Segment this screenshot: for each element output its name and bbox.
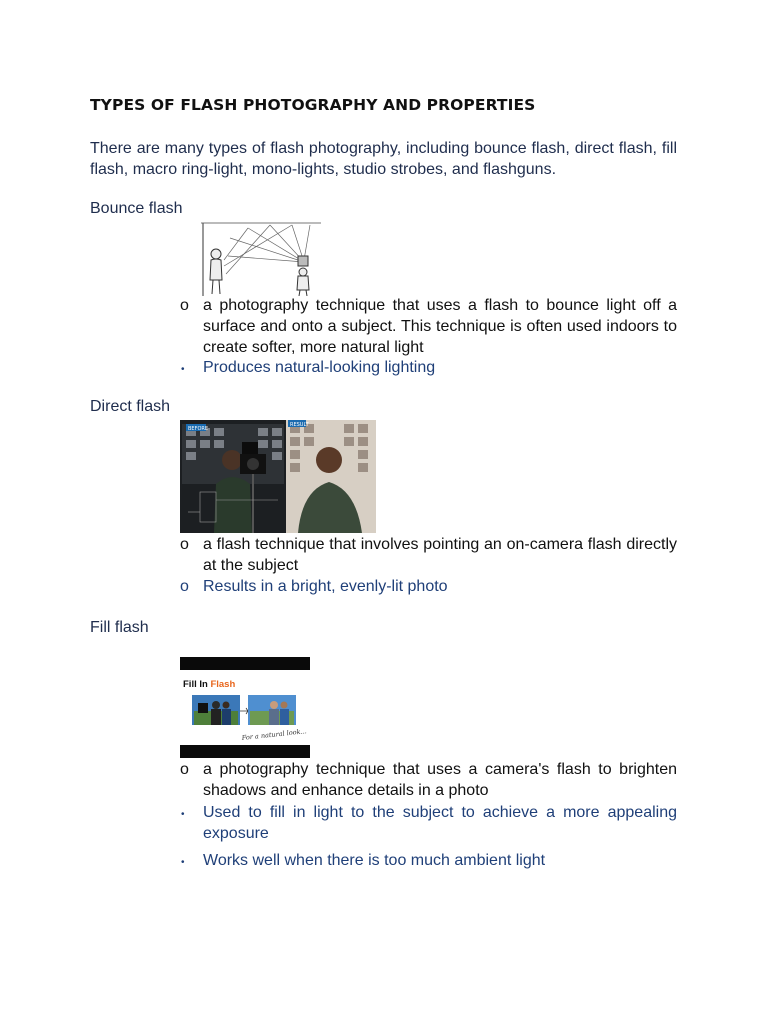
fill-graphic-title-part-b: Flash <box>210 679 236 690</box>
list-marker: • <box>181 809 185 820</box>
fill-graphic-caption: For a natural look... <box>241 727 308 742</box>
direct-flash-photo <box>180 420 376 533</box>
document-title: TYPES OF FLASH PHOTOGRAPHY AND PROPERTIES <box>90 96 536 114</box>
list-item <box>180 295 677 358</box>
list-marker: • <box>181 364 185 375</box>
after-label: RESULT <box>290 422 309 428</box>
list-item-text: a flash technique that involves pointing an on-camera flash directly at the subject <box>203 536 677 574</box>
list-item-text: a photography technique that uses a flash to bounce light off a surface and onto a subject. This technique is often used indoors to create softer, more natural light <box>203 297 677 356</box>
list-marker: o <box>180 297 189 314</box>
list-item <box>180 802 677 844</box>
bounce-flash-illustration <box>200 220 322 296</box>
list-item-text: Works well when there is too much ambient light <box>203 852 546 869</box>
before-label: BEFORE <box>188 426 209 432</box>
list-item-text: a photography technique that uses a camera's flash to brighten shadows and enhance details in a photo <box>203 761 677 799</box>
list-item <box>180 357 677 378</box>
list-item <box>180 576 677 597</box>
section-heading-fill-flash: Fill flash <box>90 619 149 636</box>
list-marker: • <box>181 857 185 868</box>
svg-text:Fill In Flash <box>183 679 235 690</box>
list-marker: o <box>180 536 189 553</box>
fill-flash-graphic <box>180 657 310 758</box>
section-heading-direct-flash: Direct flash <box>90 398 171 415</box>
list-item <box>180 759 677 801</box>
list-item <box>180 534 677 576</box>
list-marker: o <box>180 578 189 595</box>
list-item <box>180 850 677 871</box>
list-item-text: Used to fill in light to the subject to achieve a more appealing exposure <box>203 804 677 842</box>
fill-graphic-title-part-a: Fill In <box>183 679 211 690</box>
list-item-text: Produces natural-looking lighting <box>203 359 436 376</box>
list-item-text: Results in a bright, evenly-lit photo <box>203 578 448 595</box>
section-heading-bounce-flash: Bounce flash <box>90 200 183 217</box>
list-marker: o <box>180 761 189 778</box>
intro-paragraph: There are many types of flash photography, including bounce flash, direct flash, fill flash, macro ring-light, mono-lights, studio strobes, and flashguns. <box>90 140 677 178</box>
